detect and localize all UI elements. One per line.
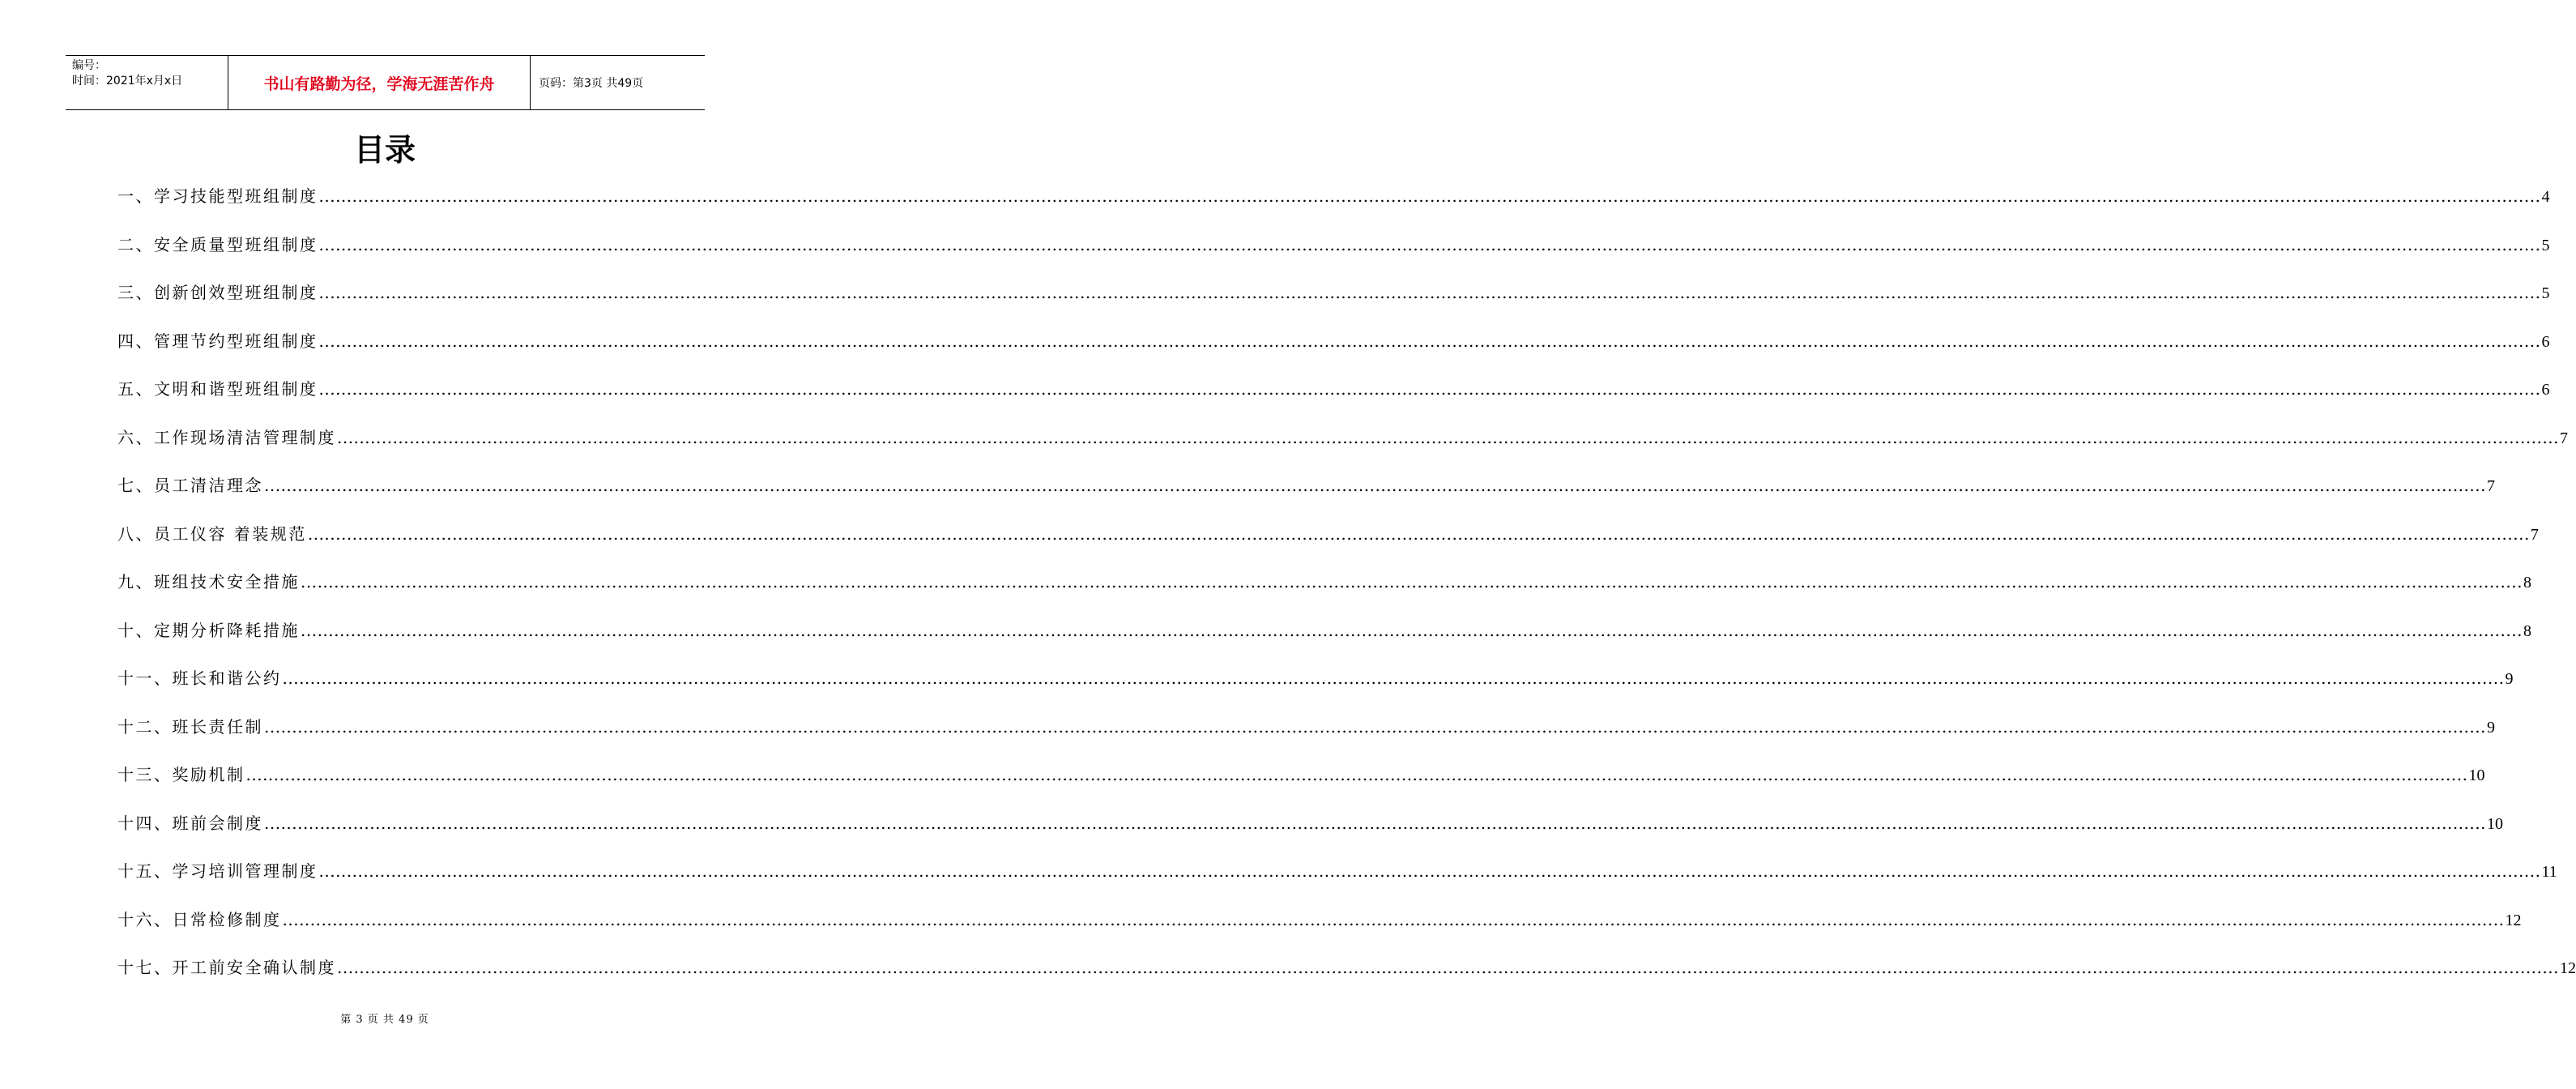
toc-entry-label: 十六、日常检修制度 [117, 909, 282, 929]
toc-entry-page: 8 [2523, 574, 2531, 591]
toc-leader-dots: ................................................................................................................................................................................................................................................................................................................................................................................................................ [318, 283, 2541, 302]
toc-entry-page: 10 [2486, 814, 2503, 833]
toc-entry-page: 6 [2541, 332, 2550, 351]
toc-entry-page: 6 [2541, 381, 2550, 399]
toc-entry[interactable] [117, 714, 2495, 762]
toc-entry-label: 五、文明和谐型班组制度 [117, 379, 318, 399]
toc-entry[interactable] [117, 280, 2550, 328]
toc-entry-page: 9 [2505, 670, 2514, 688]
toc-leader-dots: ................................................................................................................................................................................................................................................................................................................................................................................................................ [318, 331, 2541, 351]
toc-entry-label: 十七、开工前安全确认制度 [117, 958, 336, 977]
toc-entry[interactable] [117, 810, 2503, 859]
toc-leader-dots: ................................................................................................................................................................................................................................................................................................................................................................................................................ [282, 909, 2505, 929]
toc-entry-label: 二、安全质量型班组制度 [117, 234, 318, 254]
toc-entry-label: 四、管理节约型班组制度 [117, 331, 318, 351]
toc-leader-dots: ................................................................................................................................................................................................................................................................................................................................................................................................................ [245, 765, 2468, 784]
toc-leader-dots: ................................................................................................................................................................................................................................................................................................................................................................................................................ [264, 813, 2486, 833]
toc-entry-page: 7 [2486, 477, 2495, 495]
header-meta [66, 56, 228, 109]
toc-entry-page: 5 [2541, 284, 2550, 302]
toc-entry[interactable] [117, 232, 2550, 280]
toc-leader-dots: ................................................................................................................................................................................................................................................................................................................................................................................................................ [307, 523, 2530, 544]
toc-entry-label: 六、工作现场清洁管理制度 [117, 427, 336, 447]
toc-entry-label: 三、创新创效型班组制度 [117, 283, 318, 302]
toc-entry-page: 9 [2486, 718, 2495, 737]
toc-entry[interactable] [117, 858, 2557, 907]
document-number-label: 编号： [72, 59, 106, 72]
table-of-contents [117, 183, 2576, 1003]
toc-entry-page: 12 [2505, 911, 2522, 929]
toc-leader-dots: ................................................................................................................................................................................................................................................................................................................................................................................................................ [264, 716, 2486, 737]
toc-entry[interactable] [117, 425, 2568, 473]
toc-entry-page: 10 [2468, 767, 2485, 784]
toc-leader-dots: ................................................................................................................................................................................................................................................................................................................................................................................................................ [264, 476, 2486, 495]
header-motto: 书山有路勤为径，学海无涯苦作舟 [228, 56, 531, 109]
document-time-label: 时间：2021年x月x日 [72, 75, 183, 88]
toc-entry-label: 十五、学习培训管理制度 [117, 861, 318, 881]
toc-entry-page: 5 [2541, 236, 2550, 254]
toc-leader-dots: ................................................................................................................................................................................................................................................................................................................................................................................................................ [337, 958, 2559, 977]
header-page-info: 页码：第3页 共49页 [539, 77, 644, 90]
toc-entry[interactable] [117, 762, 2485, 810]
toc-entry[interactable] [117, 472, 2495, 521]
page-header [66, 55, 705, 110]
page-footer: 第 3 页 共 49 页 [340, 1014, 429, 1026]
toc-entry-label: 十、定期分析降耗措施 [117, 620, 300, 640]
toc-entry-page: 7 [2559, 429, 2568, 447]
toc-entry[interactable] [117, 521, 2539, 570]
toc-entry-page: 11 [2541, 863, 2557, 881]
toc-leader-dots: ................................................................................................................................................................................................................................................................................................................................................................................................................ [318, 186, 2541, 206]
toc-leader-dots: ................................................................................................................................................................................................................................................................................................................................................................................................................ [318, 861, 2541, 881]
toc-entry-label: 八、员工仪容 着装规范 [117, 523, 307, 544]
toc-entry[interactable] [117, 954, 2576, 1003]
toc-leader-dots: ................................................................................................................................................................................................................................................................................................................................................................................................................ [318, 234, 2541, 254]
toc-entry[interactable] [117, 376, 2550, 425]
toc-leader-dots: ................................................................................................................................................................................................................................................................................................................................................................................................................ [301, 572, 2523, 591]
toc-leader-dots: ................................................................................................................................................................................................................................................................................................................................................................................................................ [337, 427, 2559, 447]
toc-entry-label: 十四、班前会制度 [117, 813, 263, 833]
toc-entry-page: 12 [2559, 959, 2576, 977]
toc-entry-page: 8 [2523, 621, 2531, 640]
toc-entry-page: 7 [2530, 525, 2539, 544]
toc-leader-dots: ................................................................................................................................................................................................................................................................................................................................................................................................................ [282, 668, 2505, 688]
toc-leader-dots: ................................................................................................................................................................................................................................................................................................................................................................................................................ [318, 379, 2541, 399]
toc-entry[interactable] [117, 907, 2522, 955]
toc-entry-label: 七、员工清洁理念 [117, 476, 263, 495]
toc-entry-label: 十一、班长和谐公约 [117, 668, 282, 688]
toc-entry[interactable] [117, 569, 2531, 617]
toc-leader-dots: ................................................................................................................................................................................................................................................................................................................................................................................................................ [301, 620, 2523, 640]
toc-entry-page: 4 [2541, 188, 2550, 206]
page-title: 目录 [353, 132, 416, 168]
toc-entry-label: 一、学习技能型班组制度 [117, 186, 318, 206]
toc-entry[interactable] [117, 617, 2531, 666]
toc-entry[interactable] [117, 328, 2550, 377]
toc-entry[interactable] [117, 665, 2514, 714]
toc-entry-label: 十三、奖励机制 [117, 765, 245, 784]
toc-entry-label: 十二、班长责任制 [117, 716, 263, 737]
toc-entry-label: 九、班组技术安全措施 [117, 572, 300, 591]
toc-entry[interactable] [117, 183, 2550, 232]
